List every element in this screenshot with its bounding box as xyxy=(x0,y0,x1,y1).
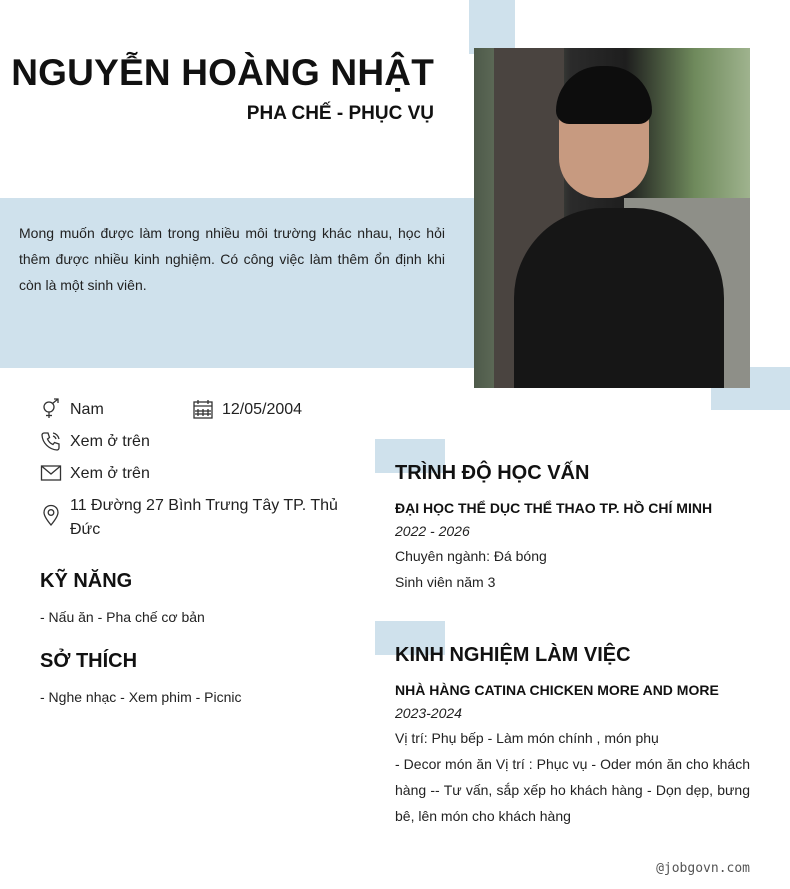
skills-text: - Nấu ăn - Pha chế cơ bản xyxy=(40,609,205,625)
info-address xyxy=(40,494,340,542)
profile-photo xyxy=(474,48,750,388)
skills-title: KỸ NĂNG xyxy=(40,570,133,592)
info-gender xyxy=(40,398,190,422)
mail-icon xyxy=(40,462,62,484)
birthday-value: 12/05/2004 xyxy=(222,401,303,418)
address-value: 11 Đường 27 Bình Trưng Tây TP. Thủ Đức xyxy=(70,497,338,538)
experience-period: 2023-2024 xyxy=(395,705,462,721)
experience-line2: - Decor món ăn Vị trí : Phục vụ - Oder món ăn cho khách hàng -- Tư vấn, sắp xếp ho khách hàng - Dọn dẹp, bưng bê, lên món cho khách hàng xyxy=(395,756,750,824)
gender-value: Nam xyxy=(70,401,104,418)
education-school: ĐẠI HỌC THỂ DỤC THỂ THAO TP. HỒ CHÍ MINH xyxy=(395,500,713,516)
gender-icon xyxy=(40,398,62,420)
phone-value: Xem ở trên xyxy=(70,433,150,450)
experience-line1: Vị trí: Phụ bếp - Làm món chính , món phụ xyxy=(395,730,659,746)
education-year: Sinh viên năm 3 xyxy=(395,574,496,590)
candidate-role: PHA CHẾ - PHỤC VỤ xyxy=(246,103,434,124)
education-title: TRÌNH ĐỘ HỌC VẤN xyxy=(395,462,590,484)
experience-company: NHÀ HÀNG CATINA CHICKEN MORE AND MORE xyxy=(395,682,719,698)
career-summary: Mong muốn được làm trong nhiều môi trường khác nhau, học hỏi thêm được nhiều kinh nghiệm. Có công việc làm thêm ổn định khi còn là một sinh viên. xyxy=(19,225,445,293)
info-birthday xyxy=(192,398,342,422)
hobbies-title: SỞ THÍCH xyxy=(40,650,138,672)
email-value: Xem ở trên xyxy=(70,465,150,482)
calendar-icon xyxy=(192,398,214,420)
candidate-name: NGUYỄN HOÀNG NHẬT xyxy=(11,52,434,93)
experience-title: KINH NGHIỆM LÀM VIỆC xyxy=(395,644,631,666)
phone-icon xyxy=(40,430,62,452)
education-major: Chuyên ngành: Đá bóng xyxy=(395,548,547,564)
hobbies-text: - Nghe nhạc - Xem phim - Picnic xyxy=(40,689,242,705)
deco-block-top xyxy=(469,0,515,54)
location-icon xyxy=(40,504,62,526)
info-email xyxy=(40,462,340,486)
footer-watermark: @jobgovn.com xyxy=(656,861,750,876)
info-phone xyxy=(40,430,340,454)
education-period: 2022 - 2026 xyxy=(395,523,470,539)
